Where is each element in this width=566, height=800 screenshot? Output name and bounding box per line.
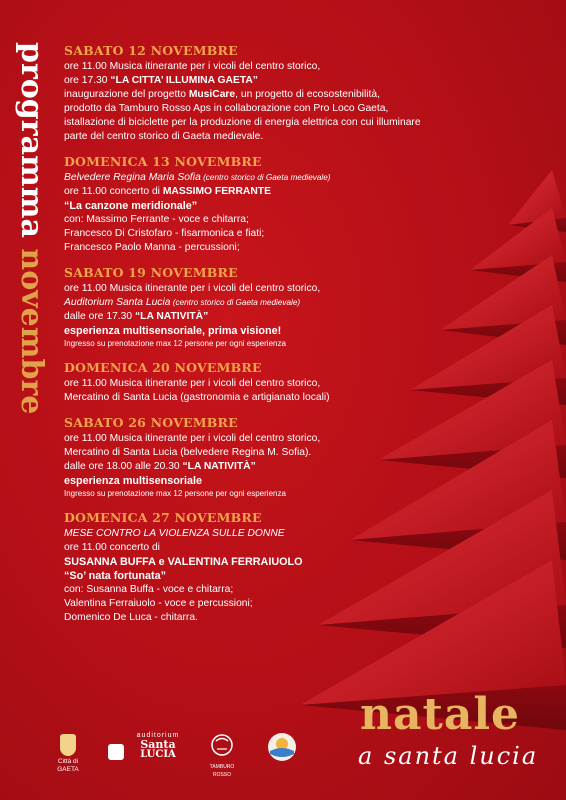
event-date: DOMENICA 20 NOVEMBRE [64, 360, 262, 375]
event-line-text: con: Massimo Ferrante - voce e chitarra; [64, 214, 249, 225]
auditorium-main-label: Santa [140, 738, 176, 751]
sponsor-logos [50, 732, 310, 776]
event-line [64, 227, 456, 241]
event-line [64, 130, 456, 144]
logo-citta-di-gaeta [50, 732, 86, 774]
event-date: DOMENICA 13 NOVEMBRE [64, 154, 262, 169]
event-line [64, 60, 456, 74]
event-line-text: ore 11.00 Musica itinerante per i vicoli del centro storico, [64, 378, 321, 389]
event-block [64, 264, 456, 350]
side-title-word-programma: programma [14, 42, 49, 238]
event-line-text: Mercatino di Santa Lucia (gastronomia e artigianato locali) [64, 392, 330, 403]
event-line-text: inaugurazione del progetto [64, 89, 189, 100]
event-line-text: ore 11.00 concerto di [64, 186, 163, 197]
side-title [14, 42, 48, 452]
event-block [64, 359, 456, 405]
event-line-note: (centro storico di Gaeta medievale) [170, 298, 301, 307]
event-line [64, 324, 456, 338]
event-line-text: con: Susanna Buffa - voce e chitarra; [64, 584, 234, 595]
logo-tamburo-caption: TAMBURO ROSSO [209, 764, 235, 778]
event-date: SABATO 12 NOVEMBRE [64, 43, 238, 58]
event-line-text: Francesco Di Cristofaro - fisarmonica e fiati; [64, 228, 265, 239]
event-line-text: ore 11.00 Musica itinerante per i vicoli del centro storico, [64, 61, 321, 72]
event-date: SABATO 26 NOVEMBRE [64, 415, 238, 430]
event-line [64, 377, 456, 391]
event-line [64, 555, 456, 569]
event-line-text: prodotto da Tamburo Rosso Aps in collaborazione con Pro Loco Gaeta, [64, 103, 389, 114]
logo-tamburo-rosso [200, 732, 244, 779]
event-line-text: SUSANNA BUFFA e VALENTINA FERRAIUOLO [64, 556, 303, 568]
event-block [64, 509, 456, 625]
logo-auditorium-santa-lucia [128, 732, 188, 760]
event-line [64, 171, 456, 185]
event-line [64, 611, 456, 625]
event-line-highlight: “LA NATIVITÀ” [182, 461, 256, 472]
event-line [64, 391, 456, 405]
event-line [64, 199, 456, 213]
event-line [64, 446, 456, 460]
logo-pro-loco-gaeta [264, 732, 300, 767]
event-line [64, 541, 456, 555]
auditorium-sub-label: LUCIA [140, 749, 176, 760]
event-line [64, 569, 456, 583]
event-line [64, 583, 456, 597]
event-line [64, 432, 456, 446]
auditorium-top-label: auditorium [136, 732, 180, 739]
event-block [64, 153, 456, 255]
pro-loco-emblem-icon [267, 732, 297, 762]
event-line [64, 488, 456, 500]
event-line [64, 116, 456, 130]
event-line [64, 282, 456, 296]
event-line-text: Belvedere Regina Maria Sofia [64, 172, 201, 183]
event-line [64, 474, 456, 488]
event-line-text: esperienza multisensoriale, prima visione! [64, 325, 282, 337]
event-line-text: esperienza multisensoriale [64, 475, 203, 487]
event-line-highlight: MASSIMO FERRANTE [162, 186, 271, 197]
event-line [64, 460, 456, 474]
event-block [64, 42, 456, 144]
event-line-text: Francesco Paolo Manna - percussioni; [64, 242, 240, 253]
event-line [64, 527, 456, 541]
event-line-text: MESE CONTRO LA VIOLENZA SULLE DONNE [64, 528, 285, 539]
event-line [64, 102, 456, 116]
event-line [64, 74, 456, 88]
event-line-text: Auditorium Santa Lucia [64, 297, 171, 308]
event-line [64, 296, 456, 310]
event-line [64, 597, 456, 611]
event-line-text: Mercatino di Santa Lucia (belvedere Regina M. Sofia). [64, 447, 312, 458]
event-block [64, 414, 456, 500]
event-line-text: ore 17.30 [64, 75, 111, 86]
event-line [64, 310, 456, 324]
event-date: SABATO 19 NOVEMBRE [64, 265, 238, 280]
event-line [64, 213, 456, 227]
event-line-highlight: MusiCare [188, 89, 236, 100]
event-line-highlight: “LA NATIVITÀ” [135, 311, 209, 322]
event-line-text: ore 11.00 Musica itinerante per i vicoli del centro storico, [64, 283, 321, 294]
event-line-text: Domenico De Luca - chitarra. [64, 612, 198, 623]
event-line-highlight: “LA CITTA’ ILLUMINA GAETA” [110, 75, 258, 86]
event-line-text: Ingresso su prenotazione max 12 persone per ogni esperienza [64, 489, 286, 498]
auditorium-mark-icon [108, 744, 124, 760]
event-line-text: istallazione di biciclette per la produzione di energia elettrica con cui illuminare [64, 117, 421, 128]
event-line [64, 185, 456, 199]
event-line-text: Valentina Ferraiuolo - voce e percussioni; [64, 598, 253, 609]
event-line-text: parte del centro storico di Gaeta medievale. [64, 131, 264, 142]
event-line [64, 88, 456, 102]
event-line-text: Ingresso su prenotazione max 12 persone per ogni esperienza [64, 339, 286, 348]
event-line-text: ore 11.00 Musica itinerante per i vicoli del centro storico, [64, 433, 321, 444]
event-line-text: ore 11.00 concerto di [64, 542, 160, 553]
event-line [64, 338, 456, 350]
event-line-text: dalle ore 17.30 [64, 311, 135, 322]
event-line-tail: , un progetto di ecosostenibilità, [235, 89, 380, 100]
brand-subtitle: a santa lucia [358, 742, 539, 770]
brand-title: natale [360, 689, 521, 740]
drum-icon [209, 732, 235, 758]
event-date: DOMENICA 27 NOVEMBRE [64, 510, 262, 525]
side-title-word-novembre: novembre [14, 248, 49, 415]
logo-gaeta-caption: Città di GAETA [57, 758, 79, 773]
event-line-text: “La canzone meridionale” [64, 200, 198, 212]
gaeta-crest-icon [60, 734, 76, 756]
event-line-text: “So’ nata fortunata” [64, 570, 166, 582]
event-line-text: dalle ore 18.00 alle 20.30 [64, 461, 183, 472]
event-line [64, 241, 456, 255]
event-line-note: (centro storico di Gaeta medievale) [200, 173, 331, 182]
event-program-list [64, 42, 456, 634]
